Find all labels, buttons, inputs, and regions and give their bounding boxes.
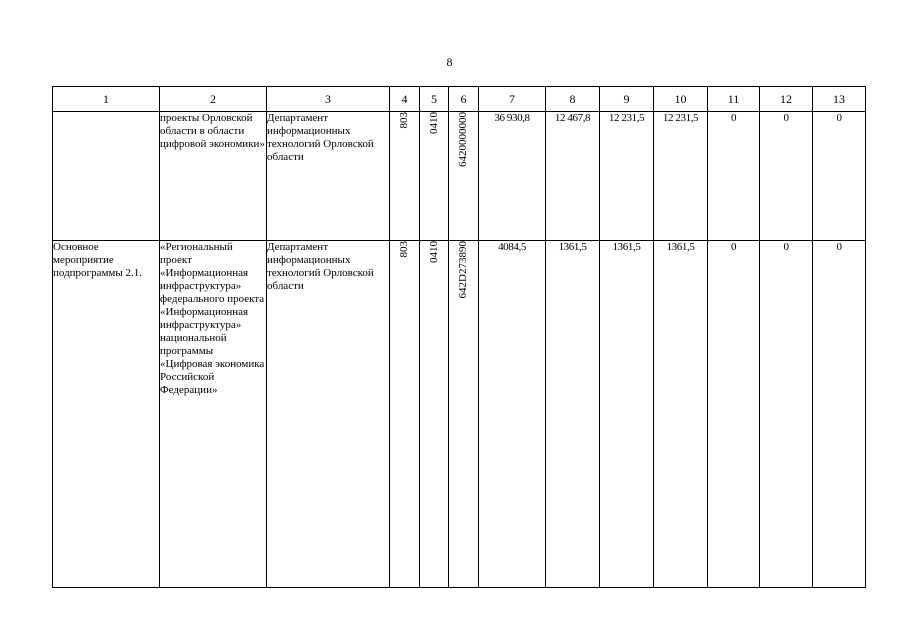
amount-cell: 1361,5 <box>654 241 708 588</box>
grbs-code-cell <box>390 112 420 241</box>
section-code-cell <box>420 112 449 241</box>
table-row <box>53 112 866 241</box>
section-code: 0410 <box>427 241 440 263</box>
header-cell: 1 <box>53 87 160 112</box>
amount-cell: 4084,5 <box>479 241 546 588</box>
amount-cell: 0 <box>760 112 813 241</box>
project-name-cell: «Региональный проект «Информационная инфраструктура» федерального проекта «Информационная инфраструктура» национальной программы «Цифровая экономика Российской Федерации» <box>160 241 267 588</box>
header-cell: 2 <box>160 87 267 112</box>
grbs-code: 803 <box>398 112 410 129</box>
section-code-cell <box>420 241 449 588</box>
header-cell: 5 <box>420 87 449 112</box>
amount-cell: 12 231,5 <box>600 112 654 241</box>
header-cell: 7 <box>479 87 546 112</box>
amount-cell: 1361,5 <box>546 241 600 588</box>
amount-cell: 0 <box>708 241 760 588</box>
budget-table <box>52 86 866 588</box>
amount-cell: 1361,5 <box>600 241 654 588</box>
amount-cell: 12 467,8 <box>546 112 600 241</box>
amount-cell: 36 930,8 <box>479 112 546 241</box>
header-cell: 8 <box>546 87 600 112</box>
header-cell: 11 <box>708 87 760 112</box>
header-cell: 4 <box>390 87 420 112</box>
table-header-row <box>53 87 866 112</box>
amount-cell: 0 <box>813 112 866 241</box>
event-name-cell <box>53 112 160 241</box>
page-number: 8 <box>446 55 453 69</box>
header-cell: 3 <box>267 87 390 112</box>
header-cell: 9 <box>600 87 654 112</box>
amount-cell: 0 <box>708 112 760 241</box>
header-cell: 10 <box>654 87 708 112</box>
amount-cell: 0 <box>760 241 813 588</box>
target-article-code: 642D273890 <box>457 241 469 299</box>
amount-cell: 12 231,5 <box>654 112 708 241</box>
executor-cell: Департамент информационных технологий Орловской области <box>267 112 390 241</box>
executor-cell: Департамент информационных технологий Орловской области <box>267 241 390 588</box>
target-article-code: 6420000000 <box>457 112 469 167</box>
amount-cell: 0 <box>813 241 866 588</box>
event-name-cell: Основное мероприятие подпрограммы 2.1. <box>53 241 160 588</box>
section-code: 0410 <box>427 112 440 134</box>
header-cell: 12 <box>760 87 813 112</box>
project-name-cell: проекты Орловской области в области цифровой экономики» <box>160 112 267 241</box>
target-article-cell <box>449 241 479 588</box>
grbs-code: 803 <box>398 241 410 258</box>
target-article-cell <box>449 112 479 241</box>
header-cell: 13 <box>813 87 866 112</box>
header-cell: 6 <box>449 87 479 112</box>
table-row <box>53 241 866 588</box>
grbs-code-cell <box>390 241 420 588</box>
